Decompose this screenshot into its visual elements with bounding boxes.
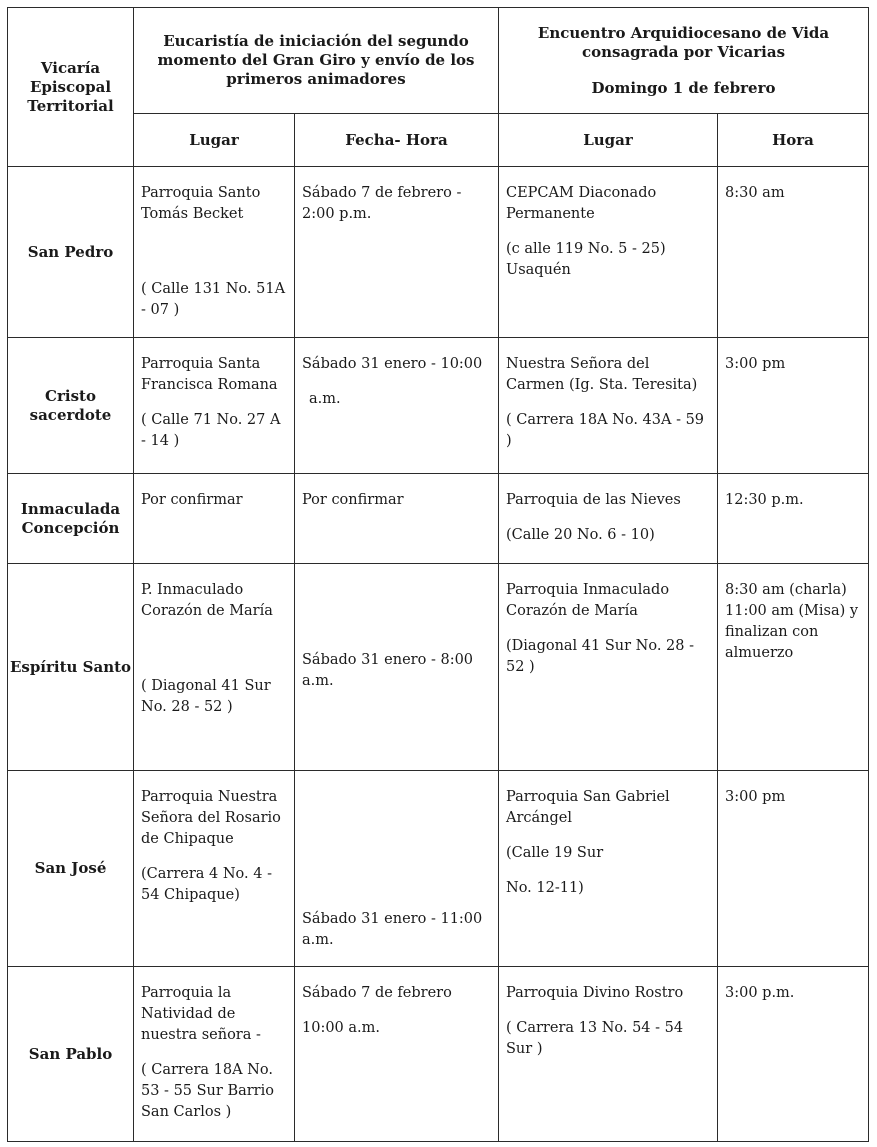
fecha-text: Sábado 7 de febrero (302, 985, 452, 1001)
hora-cell (718, 338, 869, 474)
vicaria-cell: San José (8, 771, 134, 967)
lugar-name: Parroquia Santa Francisca Romana (141, 356, 278, 393)
enc-lugar-cell (499, 564, 718, 771)
hora-cell (718, 771, 869, 967)
hora-text: 8:30 am (charla) 11:00 am (Misa) y finalizan con almuerzo (725, 582, 859, 661)
header-fecha-hora: Fecha- Hora (295, 114, 499, 167)
header-lugar: Lugar (134, 114, 295, 167)
enc-lugar-address: (Diagonal 41 Sur No. 28 - 52 ) (506, 638, 695, 675)
header-eucaristia (134, 8, 499, 114)
header-encuentro-date: Domingo 1 de febrero (591, 78, 776, 97)
vicaria-cell: Espíritu Santo (8, 564, 134, 771)
lugar-address: (Carrera 4 No. 4 - 54 Chipaque) (141, 866, 272, 903)
enc-lugar-name: Nuestra Señora del Carmen (Ig. Sta. Teresita) (506, 356, 698, 393)
enc-lugar-address: (c alle 119 No. 5 - 25) Usaquén (506, 241, 666, 278)
enc-lugar-address: (Calle 20 No. 6 - 10) (506, 527, 655, 543)
enc-lugar-address: (Calle 19 Sur (506, 845, 604, 861)
header-row-1 (8, 8, 869, 114)
table-row (8, 338, 869, 474)
fecha-text: Sábado 31 enero - 10:00 (302, 356, 483, 372)
header-encuentro-title: Encuentro Arquidiocesano de Vida consagrada por Vicarias (537, 23, 830, 61)
hora-text: 3:00 p.m. (725, 985, 795, 1001)
lugar-cell (134, 967, 295, 1142)
hora-text: 3:00 pm (725, 789, 786, 805)
fecha-text-2: a.m. (309, 391, 341, 407)
fecha-text: Por confirmar (302, 492, 404, 508)
lugar-name: P. Inmaculado Corazón de María (141, 582, 273, 619)
enc-lugar-address-2: No. 12-11) (506, 880, 584, 896)
enc-lugar-name: Parroquia de las Nieves (506, 492, 681, 508)
fecha-cell (295, 167, 499, 338)
enc-lugar-cell (499, 338, 718, 474)
lugar-cell (134, 474, 295, 564)
lugar-address: ( Calle 131 No. 51A - 07 ) (141, 281, 286, 318)
header-row-2 (8, 114, 869, 167)
lugar-name: Por confirmar (141, 492, 243, 508)
hora-text: 8:30 am (725, 185, 785, 201)
header-encuentro (499, 8, 869, 114)
header-hora: Hora (718, 114, 869, 167)
fecha-text: Sábado 31 enero - 11:00 a.m. (302, 911, 483, 948)
vicaria-cell: Cristo sacerdote (8, 338, 134, 474)
fecha-cell (295, 967, 499, 1142)
hora-text: 3:00 pm (725, 356, 786, 372)
fecha-text: Sábado 7 de febrero - 2:00 p.m. (302, 185, 462, 222)
table-row (8, 167, 869, 338)
lugar-name: Parroquia la Natividad de nuestra señora - (141, 985, 261, 1043)
table-row (8, 771, 869, 967)
enc-lugar-address: ( Carrera 13 No. 54 - 54 Sur ) (506, 1020, 684, 1057)
vicaria-cell: San Pedro (8, 167, 134, 338)
schedule-table (7, 7, 869, 1142)
enc-lugar-cell (499, 771, 718, 967)
hora-cell (718, 967, 869, 1142)
table-row (8, 474, 869, 564)
hora-cell (718, 167, 869, 338)
vicaria-cell: Inmaculada Concepción (8, 474, 134, 564)
header-lugar-2: Lugar (499, 114, 718, 167)
enc-lugar-cell (499, 474, 718, 564)
fecha-cell (295, 564, 499, 771)
fecha-text: Sábado 31 enero - 8:00 a.m. (302, 652, 474, 689)
enc-lugar-name: Parroquia Inmaculado Corazón de María (506, 582, 670, 619)
header-eucaristia-text: Eucaristía de iniciación del segundo momento del Gran Giro y envío de los primeros animadores (157, 32, 475, 88)
enc-lugar-name: CEPCAM Diaconado Permanente (506, 185, 657, 222)
enc-lugar-name: Parroquia Divino Rostro (506, 985, 684, 1001)
fecha-cell (295, 771, 499, 967)
vicaria-cell: San Pablo (8, 967, 134, 1142)
lugar-cell (134, 771, 295, 967)
fecha-cell (295, 338, 499, 474)
fecha-text-2: 10:00 a.m. (302, 1020, 381, 1036)
enc-lugar-name: Parroquia San Gabriel Arcángel (506, 789, 670, 826)
lugar-address: ( Carrera 18A No. 53 - 55 Sur Barrio San Carlos ) (141, 1062, 274, 1120)
header-vicaria: Vicaría Episcopal Territorial (8, 8, 134, 167)
hora-cell (718, 564, 869, 771)
lugar-name: Parroquia Santo Tomás Becket (141, 185, 261, 222)
lugar-cell (134, 338, 295, 474)
enc-lugar-cell (499, 967, 718, 1142)
lugar-name: Parroquia Nuestra Señora del Rosario de Chipaque (141, 789, 281, 847)
enc-lugar-cell (499, 167, 718, 338)
lugar-cell (134, 564, 295, 771)
hora-text: 12:30 p.m. (725, 492, 804, 508)
table-row (8, 967, 869, 1142)
lugar-address: ( Calle 71 No. 27 A - 14 ) (141, 412, 281, 449)
table-row (8, 564, 869, 771)
lugar-cell (134, 167, 295, 338)
lugar-address: ( Diagonal 41 Sur No. 28 - 52 ) (141, 678, 271, 715)
fecha-cell (295, 474, 499, 564)
enc-lugar-address: ( Carrera 18A No. 43A - 59 ) (506, 412, 705, 449)
hora-cell (718, 474, 869, 564)
